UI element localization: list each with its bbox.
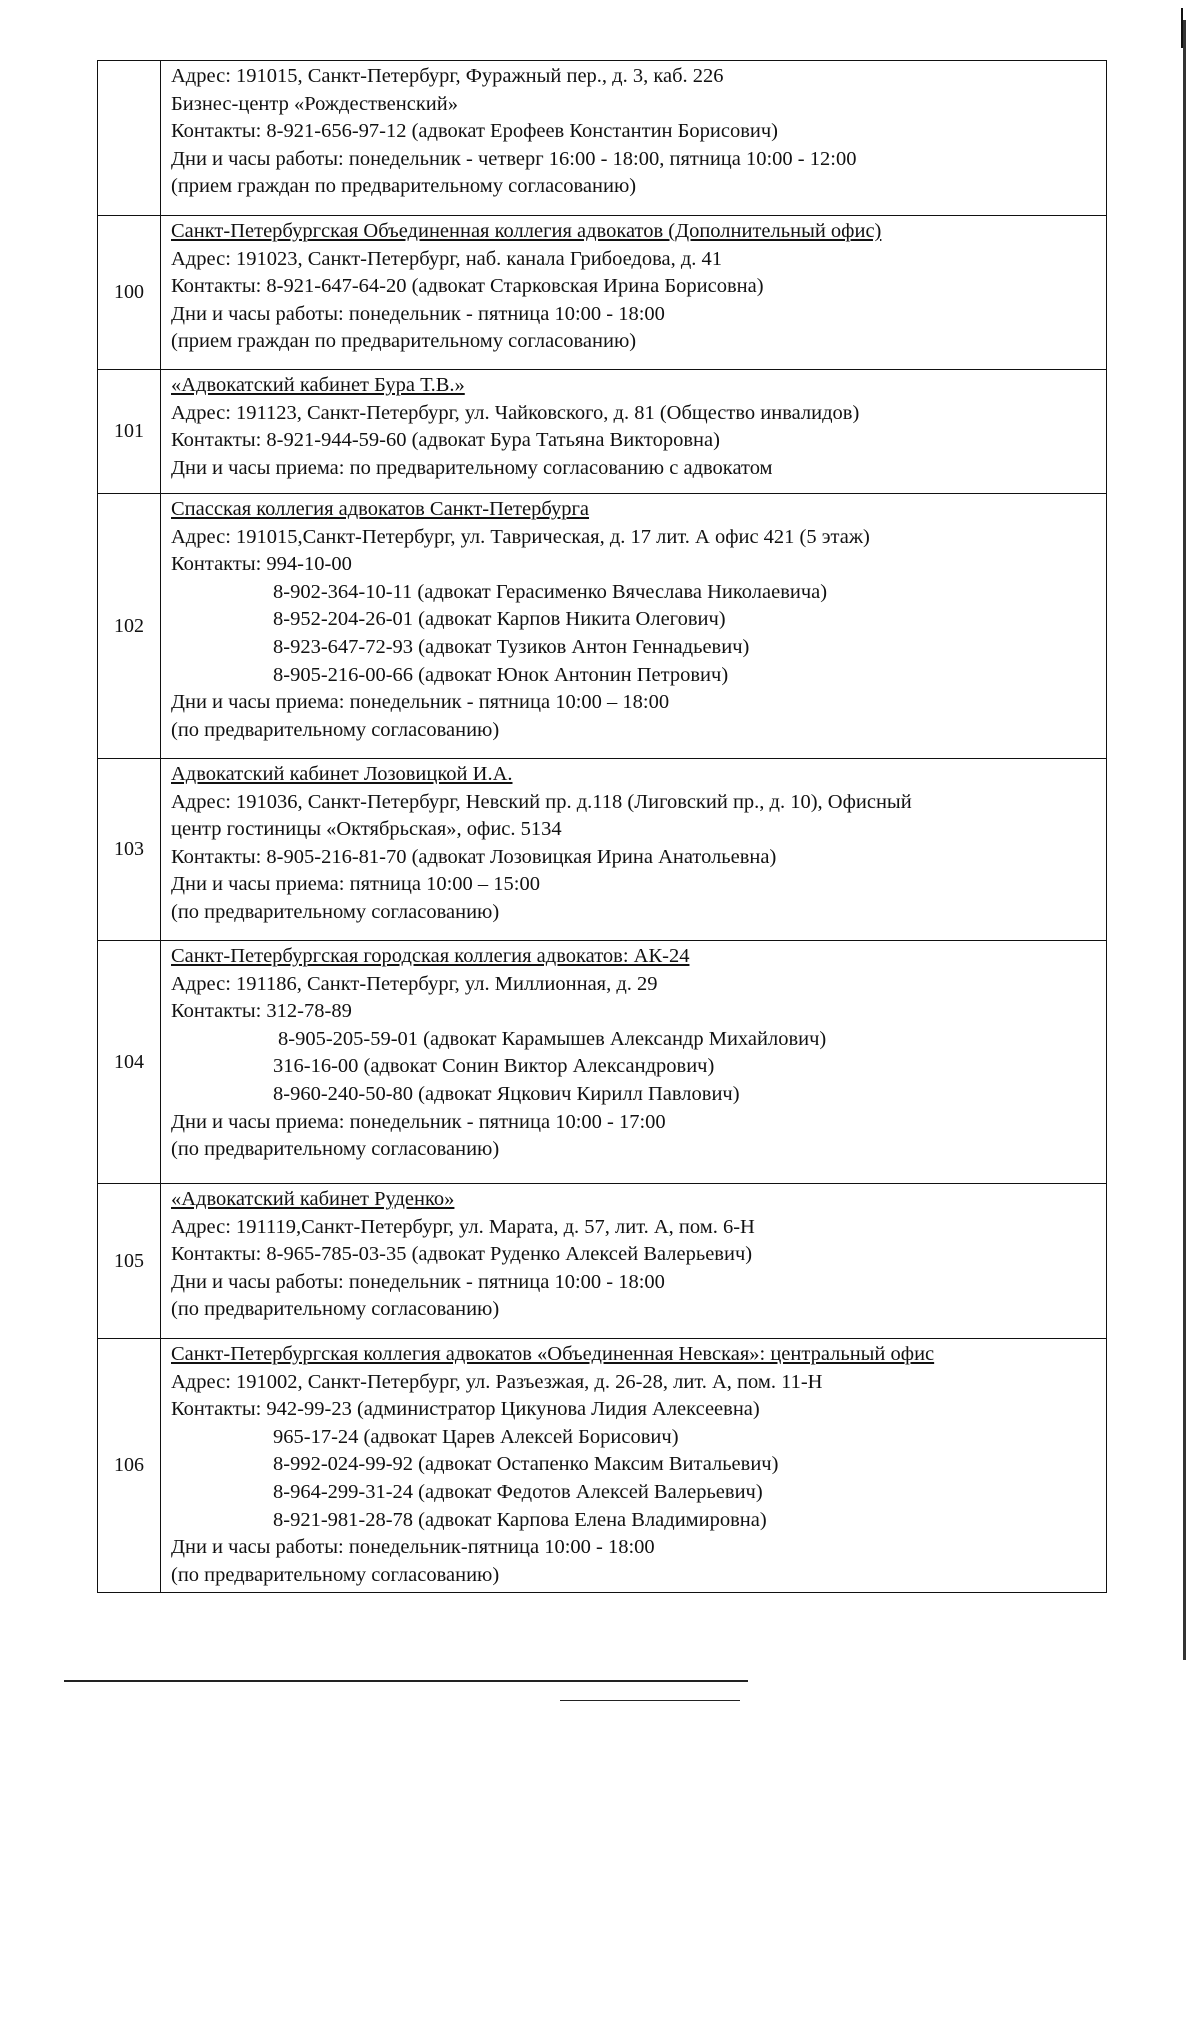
row-number: 100 xyxy=(114,281,144,303)
address-line: Адрес: 191002, Санкт-Петербург, ул. Разъезжая, д. 26-28, лит. А, пом. 11-Н xyxy=(171,1370,823,1393)
footer-rule xyxy=(64,1680,748,1682)
scan-edge-artifact xyxy=(1183,20,1186,1660)
row-info-cell xyxy=(161,759,1107,941)
address-line: Адрес: 191023, Санкт-Петербург, наб. канала Грибоедова, д. 41 xyxy=(171,247,723,270)
row-info-cell xyxy=(161,1339,1107,1593)
row-number-cell xyxy=(98,494,161,759)
row-number-cell xyxy=(98,759,161,941)
contact-entry: 8-902-364-10-11 (адвокат Герасименко Вячеслава Николаевича) xyxy=(273,580,828,603)
contacts-line: Контакты: 942-99-23 (администратор Цикунова Лидия Алексеевна) xyxy=(171,1398,760,1421)
hours-line: Дни и часы работы: понедельник-пятница 10:00 - 18:00 xyxy=(171,1536,655,1559)
hours-line: Дни и часы приема: по предварительному согласованию с адвокатом xyxy=(171,456,773,479)
contact-entry: 8-964-299-31-24 (адвокат Федотов Алексей Валерьевич) xyxy=(273,1480,763,1503)
hours-line: Дни и часы приема: пятница 10:00 – 15:00 xyxy=(171,873,540,896)
organization-title: «Адвокатский кабинет Руденко» xyxy=(171,1188,455,1210)
row-number: 101 xyxy=(114,420,144,442)
lawyer-directory-table xyxy=(97,60,1107,1593)
contact-entry: 8-960-240-50-80 (адвокат Яцкович Кирилл Павлович) xyxy=(273,1082,740,1105)
table-row xyxy=(98,1339,1107,1593)
contacts-line: Контакты: 8-905-216-81-70 (адвокат Лозовицкая Ирина Анатольевна) xyxy=(171,845,777,868)
address-line: Адрес: 191015,Санкт-Петербург, ул. Таврическая, д. 17 лит. А офис 421 (5 этаж) xyxy=(171,525,870,548)
address-line: Адрес: 191123, Санкт-Петербург, ул. Чайковского, д. 81 (Общество инвалидов) xyxy=(171,401,860,424)
contacts-line: Контакты: 8-921-656-97-12 (адвокат Ерофеев Константин Борисович) xyxy=(171,120,779,143)
footer-rule xyxy=(560,1700,740,1701)
note-line: (прием граждан по предварительному согласованию) xyxy=(171,175,637,198)
organization-title: Санкт-Петербургская городская коллегия адвокатов: АК-24 xyxy=(171,945,690,967)
hours-line: Дни и часы приема: понедельник - пятница 10:00 – 18:00 xyxy=(171,691,670,714)
row-number: 102 xyxy=(114,614,144,637)
contact-entry: 8-905-216-00-66 (адвокат Юнок Антонин Петрович) xyxy=(273,663,729,686)
contact-entry: 965-17-24 (адвокат Царев Алексей Борисович) xyxy=(273,1425,679,1448)
row-number-cell xyxy=(98,216,161,370)
row-info-cell xyxy=(161,941,1107,1184)
note-line: (по предварительному согласованию) xyxy=(171,1138,500,1161)
address-line: Адрес: 191015, Санкт-Петербург, Фуражный пер., д. 3, каб. 226 xyxy=(171,65,724,87)
contact-entry: 8-923-647-72-93 (адвокат Тузиков Антон Геннадьевич) xyxy=(273,635,750,658)
organization-title: Спасская коллегия адвокатов Санкт-Петербурга xyxy=(171,498,589,520)
table-row xyxy=(98,759,1107,941)
contacts-line: Контакты: 312-78-89 xyxy=(171,1000,352,1023)
contacts-line: Контакты: 8-921-647-64-20 (адвокат Старковская Ирина Борисовна) xyxy=(171,275,764,298)
row-info-cell xyxy=(161,1184,1107,1339)
row-number: 103 xyxy=(114,838,144,860)
row-info-cell xyxy=(161,61,1107,216)
address-line: Адрес: 191186, Санкт-Петербург, ул. Миллионная, д. 29 xyxy=(171,972,658,995)
table-row xyxy=(98,941,1107,1184)
contact-entry: 8-921-981-28-78 (адвокат Карпова Елена Владимировна) xyxy=(273,1508,767,1531)
row-number-cell xyxy=(98,941,161,1184)
address-line: Адрес: 191036, Санкт-Петербург, Невский пр. д.118 (Лиговский пр., д. 10), Офисный xyxy=(171,790,912,813)
hours-line: Дни и часы работы: понедельник - пятница 10:00 - 18:00 xyxy=(171,1270,665,1293)
row-info-cell xyxy=(161,370,1107,494)
organization-title: «Адвокатский кабинет Бура Т.В.» xyxy=(171,374,465,396)
note-line: (прием граждан по предварительному согласованию) xyxy=(171,330,637,353)
contacts-line: Контакты: 8-921-944-59-60 (адвокат Бура Татьяна Викторовна) xyxy=(171,429,720,452)
table-row xyxy=(98,61,1107,216)
table-row xyxy=(98,216,1107,370)
note-line: (по предварительному согласованию) xyxy=(171,1298,500,1321)
note-line: (по предварительному согласованию) xyxy=(171,900,500,923)
table-row xyxy=(98,370,1107,494)
row-number: 106 xyxy=(114,1454,144,1477)
contacts-line: Контакты: 994-10-00 xyxy=(171,553,352,576)
note-line: (по предварительному согласованию) xyxy=(171,1563,500,1586)
hours-line: Дни и часы приема: понедельник - пятница 10:00 - 17:00 xyxy=(171,1110,666,1133)
row-number-cell xyxy=(98,61,161,216)
row-info-cell xyxy=(161,216,1107,370)
address-line: центр гостиницы «Октябрьская», офис. 5134 xyxy=(171,818,562,841)
note-line: (по предварительному согласованию) xyxy=(171,718,500,741)
organization-title: Санкт-Петербургская коллегия адвокатов «Объединенная Невская»: центральный офис xyxy=(171,1343,935,1365)
contact-entry: 8-992-024-99-92 (адвокат Остапенко Максим Витальевич) xyxy=(273,1453,779,1476)
address-line: Адрес: 191119,Санкт-Петербург, ул. Марата, д. 57, лит. А, пом. 6-Н xyxy=(171,1215,755,1238)
row-info-cell xyxy=(161,494,1107,759)
row-number: 104 xyxy=(114,1050,144,1073)
contact-entry: 8-952-204-26-01 (адвокат Карпов Никита Олегович) xyxy=(273,608,726,631)
address-line: Бизнес-центр «Рождественский» xyxy=(171,92,458,115)
contact-entry: 8-905-205-59-01 (адвокат Карамышев Александр Михайлович) xyxy=(278,1027,827,1050)
row-number: 105 xyxy=(114,1249,144,1272)
hours-line: Дни и часы работы: понедельник - четверг 16:00 - 18:00, пятница 10:00 - 12:00 xyxy=(171,147,857,170)
organization-title: Адвокатский кабинет Лозовицкой И.А. xyxy=(171,763,513,785)
contacts-line: Контакты: 8-965-785-03-35 (адвокат Руденко Алексей Валерьевич) xyxy=(171,1243,753,1266)
table-row xyxy=(98,494,1107,759)
hours-line: Дни и часы работы: понедельник - пятница 10:00 - 18:00 xyxy=(171,302,665,325)
row-number-cell xyxy=(98,370,161,494)
table-row xyxy=(98,1184,1107,1339)
organization-title: Санкт-Петербургская Объединенная коллегия адвокатов (Дополнительный офис) xyxy=(171,220,882,242)
row-number-cell xyxy=(98,1339,161,1593)
contact-entry: 316-16-00 (адвокат Сонин Виктор Александрович) xyxy=(273,1055,715,1078)
row-number-cell xyxy=(98,1184,161,1339)
